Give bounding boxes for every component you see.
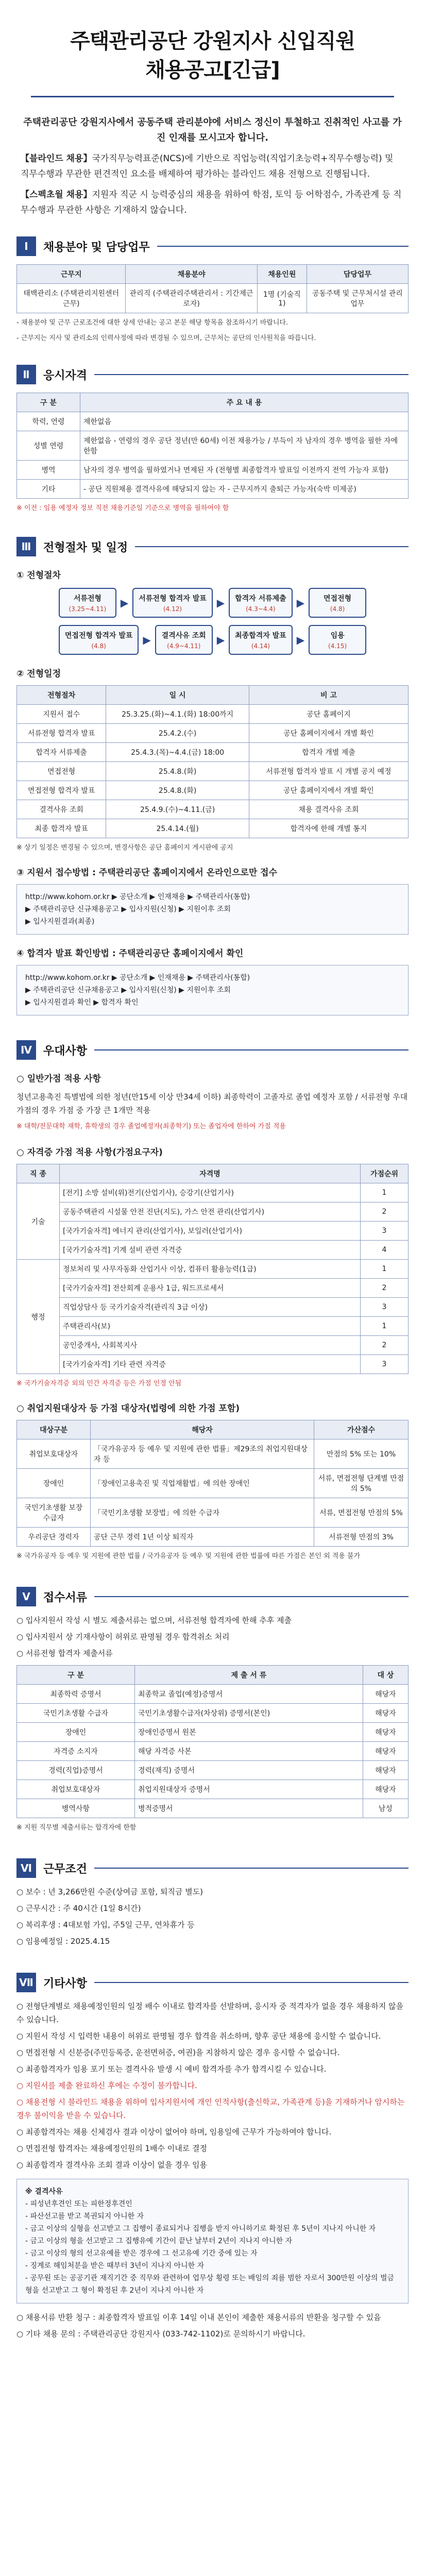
eligibility-table bbox=[16, 393, 409, 499]
flow-step bbox=[309, 588, 366, 618]
intro-blind bbox=[21, 151, 404, 182]
table-header-row bbox=[17, 686, 409, 705]
table-cell: 국민기초생활수급자(차상위) 증명서(본인) bbox=[134, 1704, 363, 1723]
flow-step-label: 서류전형 합격자 발표 bbox=[139, 595, 207, 603]
section-3-rule bbox=[135, 546, 409, 547]
table-header: 가점순위 bbox=[361, 1164, 409, 1183]
intro-spec-label: 【스펙초월 채용】 bbox=[21, 190, 92, 200]
flow-step bbox=[229, 588, 293, 618]
table-cell: 25.4.9.(수)~4.11.(금) bbox=[106, 800, 249, 819]
misc-warning: ○ 지원서를 제출 완료하신 후에는 수정이 불가합니다. bbox=[16, 2081, 197, 2090]
section-1-rule bbox=[157, 246, 409, 247]
section-1-title: 채용분야 및 담당업무 bbox=[43, 241, 150, 254]
table-cell: 2 bbox=[361, 1202, 409, 1222]
table-cell: 지원서 접수 bbox=[17, 705, 106, 724]
intro-spec bbox=[21, 187, 404, 218]
table-cell: 「장애인고용촉진 및 직업재활법」에 의한 장애인 bbox=[91, 1469, 314, 1498]
table-row bbox=[17, 480, 409, 499]
table-cell: 25.4.2.(수) bbox=[106, 724, 249, 743]
misc-paragraph: ○ 최종합격자 결격사유 조회 결과 이상이 없을 경우 임용 bbox=[16, 2160, 208, 2170]
section-7-rule bbox=[94, 1982, 409, 1983]
table-cell: 남성 bbox=[363, 1799, 408, 1818]
section-4-number: Ⅳ bbox=[16, 1040, 36, 1060]
arrow-right-icon: ▶ bbox=[216, 597, 225, 609]
table-header: 구 분 bbox=[17, 1666, 135, 1685]
table-row bbox=[17, 412, 409, 431]
table-cell: 채용 결격사유 조회 bbox=[249, 800, 408, 819]
section-2-number: Ⅱ bbox=[16, 365, 36, 384]
table-cell: 해당자 bbox=[363, 1780, 408, 1799]
table-row bbox=[17, 1202, 409, 1222]
section-3-number: Ⅲ bbox=[16, 537, 36, 556]
table-row bbox=[17, 1723, 409, 1742]
condition-item: ○ 보수 : 년 3,266만원 수준(상여금 포함, 퇴직금 별도) bbox=[16, 1887, 203, 1896]
cert-bonus-table bbox=[16, 1164, 409, 1374]
table-cell: 최종 합격자 발표 bbox=[17, 819, 106, 838]
table-cell: 관리직 (주택관리주택관리서 : 기간제근로자) bbox=[126, 284, 257, 313]
flow-step bbox=[309, 625, 366, 655]
section-procedure bbox=[16, 537, 409, 1015]
table-cell: 남자의 경우 병역을 필하였거나 면제된 자 (전형별 최종합격자 발표일 이전까지 전역 가능자 포함) bbox=[80, 461, 409, 480]
general-bonus-text: 청년고용촉진 특별법에 의한 청년(만15세 이상 만34세 이하) 최종학력이 고졸자로 졸업 예정자 포함 / 서류전형 우대 가점의 경우 가점 중 가장 큰 1개만 적용 bbox=[16, 1092, 408, 1115]
notice-title-line1: 주택관리공단 강원지사 신입직원 bbox=[70, 29, 355, 53]
table-header-row bbox=[17, 265, 409, 284]
table-header: 대상구분 bbox=[17, 1420, 91, 1439]
disqualification-item: - 금고 이상의 형을 선고받고 그 집행유예 기간이 끝난 날부터 2년이 지나지 아니한 자 bbox=[25, 2237, 293, 2245]
table-cell: 해당자 bbox=[363, 1723, 408, 1742]
table-header: 제 출 서 류 bbox=[134, 1666, 363, 1685]
table-cell: 정보처리 및 사무자동화 산업기사 이상, 컴퓨터 활용능력(1급) bbox=[60, 1260, 361, 1279]
table-cell: 태백관리소 (주택관리지원센터 근무) bbox=[17, 284, 126, 313]
flow-step-date: (4.14) bbox=[251, 642, 270, 650]
section-7-title: 기타사항 bbox=[43, 1977, 88, 1990]
table-row bbox=[17, 461, 409, 480]
documents-bullet: ○ 입사지원서 작성 시 별도 제출서류는 없으며, 서류전형 합격자에 한해 추후 제출 bbox=[16, 1616, 292, 1625]
table-cell: 공단 홈페이지 bbox=[249, 705, 408, 724]
section-misc bbox=[16, 1973, 409, 2341]
table-cell: 기타 bbox=[17, 480, 80, 499]
section-1-heading bbox=[16, 236, 409, 256]
table-cell: 최종학력 증명서 bbox=[17, 1685, 135, 1704]
disqualification-item: - 금고 이상의 형의 선고유예를 받은 경우에 그 선고유예 기간 중에 있는 자 bbox=[25, 2249, 258, 2258]
table-header: 근무지 bbox=[17, 265, 126, 284]
table-header: 전형절차 bbox=[17, 686, 106, 705]
documents-bullets bbox=[16, 1614, 409, 1660]
table-cell: 서류전형 합격자 발표 bbox=[17, 724, 106, 743]
recruit-field-table bbox=[16, 264, 409, 313]
table-cell: 서류전형 합격자 발표 시 개별 공지 예정 bbox=[249, 762, 408, 781]
table-cell: 취업보호대상자 bbox=[17, 1780, 135, 1799]
table-cell: 면접전형 합격자 발표 bbox=[17, 781, 106, 800]
apply-path-line: ▶ 입사지원결과(최종) bbox=[25, 918, 95, 926]
table-row bbox=[17, 1279, 409, 1298]
section-3-heading bbox=[16, 537, 409, 556]
table-cell: 공단 근무 경력 1년 이상 퇴직자 bbox=[91, 1528, 314, 1547]
section-5-title: 접수서류 bbox=[43, 1591, 88, 1604]
flow-step-date: (3.25~4.11) bbox=[69, 605, 107, 613]
apply-path-line: ▶ 주택관리공단 신규채용공고 ▶ 입사지원(신청) ▶ 지원이후 조회 bbox=[25, 905, 231, 913]
table-cell: 제한없음 bbox=[80, 412, 409, 431]
table-cell: 1 bbox=[361, 1183, 409, 1202]
result-check-subheading: ④ 합격자 발표 확인방법 : 주택관리공단 홈페이지에서 확인 bbox=[16, 948, 244, 959]
table-cell: 장애인 bbox=[17, 1469, 91, 1498]
table-header: 가산점수 bbox=[314, 1420, 409, 1439]
flow-step-label: 면접전형 합격자 발표 bbox=[64, 632, 133, 640]
table-cell: 공동주택관리 시설물 안전 진단(지도), 가스 안전 관리(산업기사) bbox=[60, 1202, 361, 1222]
table-row bbox=[17, 1260, 409, 1279]
section-eligibility bbox=[16, 365, 409, 514]
flow-step-date: (4.8) bbox=[91, 642, 106, 650]
table-header: 자격명 bbox=[60, 1164, 361, 1183]
apply-method-subheading: ③ 지원서 접수방법 : 주택관리공단 홈페이지에서 온라인으로만 접수 bbox=[16, 868, 278, 878]
misc-paragraphs bbox=[16, 1999, 409, 2172]
section-5-number: Ⅴ bbox=[16, 1587, 36, 1606]
section-5-rule bbox=[94, 1596, 409, 1597]
misc-paragraph: ○ 최종합격자가 임용 포기 또는 결격사유 발생 시 예비 합격자를 추가 합격시킬 수 있습니다. bbox=[16, 2064, 327, 2074]
table-cell: 경력(직업)증명서 bbox=[17, 1761, 135, 1780]
table-cell: 취업지원대상자 증명서 bbox=[134, 1780, 363, 1799]
documents-bullet: ○ 서류전형 합격자 제출서류 bbox=[16, 1649, 113, 1658]
schedule-subheading: ② 전형일정 bbox=[16, 669, 61, 679]
table-cell: 25.4.3.(목)~4.4.(금) 18:00 bbox=[106, 743, 249, 762]
table-cell: 공동주택 및 근무처시설 관리 업무 bbox=[307, 284, 408, 313]
table-row bbox=[17, 705, 409, 724]
table-row bbox=[17, 1799, 409, 1818]
disqualification-box bbox=[16, 2179, 409, 2303]
table-row bbox=[17, 431, 409, 461]
intro-blind-text: 국가직무능력표준(NCS)에 기반으로 직업능력(직업기초능력+직무수행능력) 및 직무수행과 무관한 편견적인 요소를 배제하여 평가하는 블라인드 채용 전형으로 진행됩니다. bbox=[21, 154, 394, 179]
table-cell: 만점의 5% 또는 10% bbox=[314, 1439, 409, 1469]
table-cell: [국가기술자격] 전산회계 운용사 1급, 워드프로세서 bbox=[60, 1279, 361, 1298]
result-path-line: ▶ 입사지원결과 확인 ▶ 합격자 확인 bbox=[25, 998, 139, 1007]
cert-bonus-subheading: ○ 자격증 가점 적용 사항(가점요구자) bbox=[16, 1147, 163, 1158]
table-cell: 25.3.25.(화)~4.1.(화) 18:00까지 bbox=[106, 705, 249, 724]
procedure-subheading: ① 전형절차 bbox=[16, 570, 61, 581]
table-header: 직 종 bbox=[17, 1164, 60, 1183]
table-cell: 자격증 소지자 bbox=[17, 1742, 135, 1761]
general-bonus-subheading: ○ 일반가점 적용 사항 bbox=[16, 1074, 101, 1084]
result-path-line: ▶ 주택관리공단 신규채용공고 ▶ 입사지원(신청) ▶ 지원이후 조회 bbox=[25, 986, 231, 994]
table-cell: 해당자 bbox=[363, 1685, 408, 1704]
final-paragraphs bbox=[16, 2311, 409, 2341]
table-header-row bbox=[17, 1666, 409, 1685]
arrow-right-icon: ▶ bbox=[120, 597, 129, 609]
table-cell: 결격사유 조회 bbox=[17, 800, 106, 819]
table-row bbox=[17, 1183, 409, 1202]
table-cell: 기술 bbox=[17, 1183, 60, 1260]
table-row bbox=[17, 800, 409, 819]
table-row bbox=[17, 1469, 409, 1498]
table-cell: [전기] 소방 설비(위)전기(산업기사), 승강기(산업기사) bbox=[60, 1183, 361, 1202]
table-cell: 3 bbox=[361, 1222, 409, 1241]
table-row bbox=[17, 1742, 409, 1761]
section-7-heading bbox=[16, 1973, 409, 1992]
section-1-note: - 채용분야 및 근무 근로조건에 대한 상세 안내는 공고 본문 해당 항목을 참조하시기 바랍니다. bbox=[16, 319, 288, 327]
misc-paragraph: ○ 면접전형 합격자는 채용예정인원의 1배수 이내로 결정 bbox=[16, 2144, 208, 2153]
table-cell: 1 bbox=[361, 1317, 409, 1336]
table-row bbox=[17, 1704, 409, 1723]
table-cell: 공단 홈페이지에서 개별 확인 bbox=[249, 724, 408, 743]
table-row bbox=[17, 781, 409, 800]
table-row bbox=[17, 1780, 409, 1799]
disqualification-item: - 징계로 해임처분을 받은 때부터 3년이 지나지 아니한 자 bbox=[25, 2262, 205, 2270]
intro-spec-text: 지원자 직군 시 능력중심의 채용을 위하여 학점, 토익 등 어학점수, 가족관계 등 직무수행과 무관한 사항은 기재하지 않습니다. bbox=[21, 190, 402, 215]
table-cell: 합격자 서류제출 bbox=[17, 743, 106, 762]
table-header: 담당업무 bbox=[307, 265, 408, 284]
final-paragraph: ○ 채용서류 반환 청구 : 최종합격자 발표일 이후 14일 이내 본인이 제출한 채용서류의 반환을 청구할 수 있음 bbox=[16, 2313, 381, 2322]
table-cell: 경력(재직) 증명서 bbox=[134, 1761, 363, 1780]
arrow-right-icon: ▶ bbox=[296, 634, 305, 646]
section-preference bbox=[16, 1040, 409, 1562]
schedule-table bbox=[16, 685, 409, 838]
conditions-list bbox=[16, 1885, 409, 1948]
intro-block bbox=[21, 115, 404, 218]
table-cell: 병역 bbox=[17, 461, 80, 480]
table-cell: 「국민기초생활 보장법」에 의한 수급자 bbox=[91, 1498, 314, 1528]
section-5-heading bbox=[16, 1587, 409, 1606]
section-6-title: 근무조건 bbox=[43, 1862, 88, 1876]
flow-step-date: (4.3~4.4) bbox=[246, 605, 276, 613]
table-header: 대 상 bbox=[363, 1666, 408, 1685]
notice-header bbox=[0, 0, 425, 97]
table-row bbox=[17, 1222, 409, 1241]
table-row bbox=[17, 743, 409, 762]
flow-step bbox=[59, 588, 116, 618]
table-header-row bbox=[17, 1164, 409, 1183]
section-4-rule bbox=[94, 1049, 409, 1050]
table-cell: - 공단 직원채용 결격사유에 해당되지 않는 자 - 근무지까지 출퇴근 가능자(숙박 미제공) bbox=[80, 480, 409, 499]
section-documents bbox=[16, 1587, 409, 1834]
table-header-row bbox=[17, 1420, 409, 1439]
table-row bbox=[17, 1439, 409, 1469]
section-6-number: Ⅵ bbox=[16, 1858, 36, 1878]
table-row bbox=[17, 1317, 409, 1336]
intro-blind-label: 【블라인드 채용】 bbox=[21, 154, 92, 164]
misc-warning: ○ 채용전형 시 블라인드 채용을 위하여 입사지원서에 개인 인적사항(출신학교, 가족관계 등)을 기재하거나 암시하는 경우 불이익을 받을 수 있습니다. bbox=[16, 2097, 405, 2120]
flow-step-label: 결격사유 조회 bbox=[161, 632, 206, 640]
table-cell: 면접전형 bbox=[17, 762, 106, 781]
section-1-number: Ⅰ bbox=[16, 236, 36, 256]
table-cell: 직업상담사 등 국가기술자격(관리직 3급 이상) bbox=[60, 1298, 361, 1317]
apply-path-box bbox=[16, 884, 409, 935]
table-header: 주 요 내 용 bbox=[80, 393, 409, 412]
notice-title-line2: 채용공고[긴급] bbox=[145, 58, 280, 82]
table-cell: 최종학교 졸업(예정)증명서 bbox=[134, 1685, 363, 1704]
table-cell: 성별 연령 bbox=[17, 431, 80, 461]
apply-path-line: http://www.kohom.or.kr ▶ 공단소개 ▶ 인재채용 ▶ 주택관리사(통합) bbox=[25, 893, 250, 901]
table-cell: 25.4.14.(월) bbox=[106, 819, 249, 838]
table-cell: 제한없음 - 연령의 경우 공단 정년(만 60세) 이전 채용가능 / 부득이 자 남자의 경우 병역을 필한 자에 한함 bbox=[80, 431, 409, 461]
cert-bonus-note: ※ 국가기술자격증 외의 민간 자격증 등은 가점 인정 안됨 bbox=[16, 1380, 182, 1387]
legal-bonus-note: ※ 국가유공자 등 예우 및 지원에 관한 법률 / 국가유공자 등 예우 및 지원에 관한 법률에 따른 가점은 본인 외 적용 불가 bbox=[16, 1552, 361, 1560]
table-row bbox=[17, 1355, 409, 1374]
table-header: 구 분 bbox=[17, 393, 80, 412]
flow-step-date: (4.9~4.11) bbox=[167, 642, 201, 650]
flow-step bbox=[132, 588, 212, 618]
table-cell: [국가기술자격] 기계 설비 관련 자격증 bbox=[60, 1241, 361, 1260]
table-row bbox=[17, 724, 409, 743]
condition-item: ○ 근무시간 : 주 40시간 (1일 8시간) bbox=[16, 1904, 141, 1913]
table-cell: 해당자 bbox=[363, 1704, 408, 1723]
documents-bullet: ○ 입사지원서 상 기재사항이 허위로 판명될 경우 합격취소 처리 bbox=[16, 1632, 230, 1641]
table-header-row bbox=[17, 393, 409, 412]
legal-bonus-table bbox=[16, 1420, 409, 1547]
result-path-line: http://www.kohom.or.kr ▶ 공단소개 ▶ 인재채용 ▶ 주택관리사(통합) bbox=[25, 974, 250, 982]
table-cell: [국가기술자격] 기타 관련 자격증 bbox=[60, 1355, 361, 1374]
table-cell: 학력, 연령 bbox=[17, 412, 80, 431]
table-header: 비 고 bbox=[249, 686, 408, 705]
table-cell: 서류전형 만점의 3% bbox=[314, 1528, 409, 1547]
table-cell: 합격자 개별 제출 bbox=[249, 743, 408, 762]
arrow-right-icon: ▶ bbox=[296, 597, 305, 609]
table-cell: 서류, 면접전형 만점의 5% bbox=[314, 1498, 409, 1528]
flow-step-date: (4.8) bbox=[330, 605, 345, 613]
table-cell: 해당자 bbox=[363, 1761, 408, 1780]
table-row bbox=[17, 819, 409, 838]
table-cell: 공단 홈페이지에서 개별 확인 bbox=[249, 781, 408, 800]
table-cell: 25.4.8.(화) bbox=[106, 762, 249, 781]
disqualification-item: - 파산선고를 받고 복권되지 아니한 자 bbox=[25, 2212, 144, 2221]
section-2-heading bbox=[16, 365, 409, 384]
table-cell: 해당자 bbox=[363, 1742, 408, 1761]
table-cell: 25.4.8.(화) bbox=[106, 781, 249, 800]
table-row bbox=[17, 1241, 409, 1260]
table-row bbox=[17, 284, 409, 313]
procedure-flow bbox=[16, 625, 409, 655]
section-2-rule bbox=[94, 374, 409, 375]
flow-step-date: (4.12) bbox=[163, 605, 182, 613]
table-cell: 국민기초생활 보장 수급자 bbox=[17, 1498, 91, 1528]
table-cell: 병적증명서 bbox=[134, 1799, 363, 1818]
disqualification-item: - 금고 이상의 실형을 선고받고 그 집행이 종료되거나 집행을 받지 아니하기로 확정된 후 5년이 지나지 아니한 자 bbox=[25, 2225, 376, 2233]
section-3-title: 전형절차 및 일정 bbox=[43, 541, 128, 554]
table-cell: 행정 bbox=[17, 1260, 60, 1374]
table-row bbox=[17, 1336, 409, 1355]
table-header: 채용분야 bbox=[126, 265, 257, 284]
table-cell: [국가기술자격] 에너지 관리(산업기사), 보일러(산업기사) bbox=[60, 1222, 361, 1241]
section-1-note: - 근무지는 지사 및 관리소의 인력사정에 따라 변경될 수 있으며, 근무처는 공단의 인사원칙을 따릅니다. bbox=[16, 334, 316, 342]
table-cell: 취업보호대상자 bbox=[17, 1439, 91, 1469]
arrow-right-icon: ▶ bbox=[216, 634, 225, 646]
table-cell: 장애인증명서 원본 bbox=[134, 1723, 363, 1742]
table-cell: 병역사항 bbox=[17, 1799, 135, 1818]
table-row bbox=[17, 1528, 409, 1547]
flow-step bbox=[229, 625, 293, 655]
misc-paragraph: ○ 지원서 작성 시 입력한 내용이 허위로 판명될 경우 합격을 취소하며, 향후 공단 채용에 응시할 수 없습니다. bbox=[16, 2031, 381, 2041]
table-row bbox=[17, 1685, 409, 1704]
table-header: 일 시 bbox=[106, 686, 249, 705]
section-6-heading bbox=[16, 1858, 409, 1878]
table-cell: 우리공단 경력자 bbox=[17, 1528, 91, 1547]
flow-step-date: (4.15) bbox=[328, 642, 347, 650]
section-2-title: 응시자격 bbox=[43, 369, 88, 382]
table-row bbox=[17, 1298, 409, 1317]
title-rule bbox=[31, 96, 394, 97]
condition-item: ○ 임용예정일 : 2025.4.15 bbox=[16, 1937, 110, 1946]
schedule-note: ※ 상기 일정은 변경될 수 있으며, 변경사항은 공단 홈페이지 게시판에 공지 bbox=[16, 844, 233, 852]
table-cell: 4 bbox=[361, 1241, 409, 1260]
table-row bbox=[17, 762, 409, 781]
flow-step bbox=[155, 625, 213, 655]
table-row bbox=[17, 1761, 409, 1780]
table-cell: 합격자에 한해 개별 통지 bbox=[249, 819, 408, 838]
arrow-right-icon: ▶ bbox=[143, 634, 151, 646]
flow-step-label: 임용 bbox=[330, 632, 345, 640]
section-6-rule bbox=[94, 1868, 409, 1869]
table-cell: 2 bbox=[361, 1279, 409, 1298]
flow-step-label: 최종합격자 발표 bbox=[235, 632, 286, 640]
table-cell: 「국가유공자 등 예우 및 지원에 관한 법률」제29조의 취업지원대상자 등 bbox=[91, 1439, 314, 1469]
intro-lead: 주택관리공단 강원지사에서 공동주택 관리분야에 서비스 정신이 투철하고 진취적인 사고를 가진 인재를 모시고자 합니다. bbox=[23, 117, 402, 143]
procedure-flow bbox=[16, 588, 409, 618]
table-cell: 3 bbox=[361, 1298, 409, 1317]
misc-paragraph: ○ 최종합격자는 채용 신체검사 결과 이상이 없어야 하며, 임용일에 근무가 가능하여야 합니다. bbox=[16, 2127, 332, 2137]
flow-step-label: 합격자 서류제출 bbox=[235, 595, 286, 603]
legal-bonus-subheading: ○ 취업지원대상자 등 가점 대상자(법령에 의한 가점 포함) bbox=[16, 1403, 240, 1414]
disqualification-item: - 공무원 또는 공공기관 재직기간 중 직무와 관련하여 업무상 횡령 또는 배임의 죄를 범한 자로서 300만원 이상의 벌금형을 선고받고 그 형이 확정된 후 2년이 지나지 아니한 자 bbox=[25, 2274, 395, 2295]
section-4-heading bbox=[16, 1040, 409, 1060]
condition-item: ○ 복리후생 : 4대보험 가입, 주5일 근무, 연차휴가 등 bbox=[16, 1920, 195, 1929]
result-path-box bbox=[16, 965, 409, 1015]
final-paragraph: ○ 기타 채용 문의 : 주택관리공단 강원지사 (033-742-1102)로 문의하시기 바랍니다. bbox=[16, 2329, 305, 2338]
misc-paragraph: ○ 전형단계별로 채용예정인원의 일정 배수 이내로 합격자를 선발하며, 응시자 중 적격자가 없을 경우 채용하지 않을 수 있습니다. bbox=[16, 2002, 404, 2024]
section-4-title: 우대사항 bbox=[43, 1044, 88, 1058]
section-conditions bbox=[16, 1858, 409, 1948]
general-bonus-note: ※ 대학/전문대학 재학, 휴학생의 경우 졸업예정자(최종학기) 또는 졸업자에 한하여 가점 적용 bbox=[16, 1123, 286, 1130]
table-cell: 주택관리사(보) bbox=[60, 1317, 361, 1336]
section-7-number: Ⅶ bbox=[16, 1973, 36, 1992]
documents-note: ※ 지원 직무별 제출서류는 합격자에 한함 bbox=[16, 1824, 137, 1832]
disqualification-title: ※ 결격사유 bbox=[25, 2188, 63, 2196]
table-cell: 해당 자격증 사본 bbox=[134, 1742, 363, 1761]
section-recruit-field bbox=[16, 236, 409, 344]
flow-step-label: 면접전형 bbox=[324, 595, 352, 603]
flow-step-label: 서류전형 bbox=[73, 595, 101, 603]
table-cell: 3 bbox=[361, 1355, 409, 1374]
misc-paragraph: ○ 면접전형 시 신분증(주민등록증, 운전면허증, 여권)을 지참하지 않은 경우 응시할 수 없습니다. bbox=[16, 2048, 340, 2057]
table-cell: 1 bbox=[361, 1260, 409, 1279]
table-cell: 공인중개사, 사회복지사 bbox=[60, 1336, 361, 1355]
table-cell: 1명 (기술직 1) bbox=[257, 284, 307, 313]
table-cell: 서류, 면접전형 단계별 만점의 5% bbox=[314, 1469, 409, 1498]
table-cell: 장애인 bbox=[17, 1723, 135, 1742]
table-cell: 2 bbox=[361, 1336, 409, 1355]
table-row bbox=[17, 1498, 409, 1528]
table-header: 채용인원 bbox=[257, 265, 307, 284]
eligibility-highlight: ※ 이전 : 임용 예정자 정보 직전 채용기준일 기준으로 병역을 필하여야 함 bbox=[16, 504, 229, 512]
table-header: 해당자 bbox=[91, 1420, 314, 1439]
documents-table bbox=[16, 1665, 409, 1818]
disqualification-item: - 피성년후견인 또는 피한정후견인 bbox=[25, 2200, 132, 2208]
table-cell: 국민기초생활 수급자 bbox=[17, 1704, 135, 1723]
flow-step bbox=[59, 625, 139, 655]
